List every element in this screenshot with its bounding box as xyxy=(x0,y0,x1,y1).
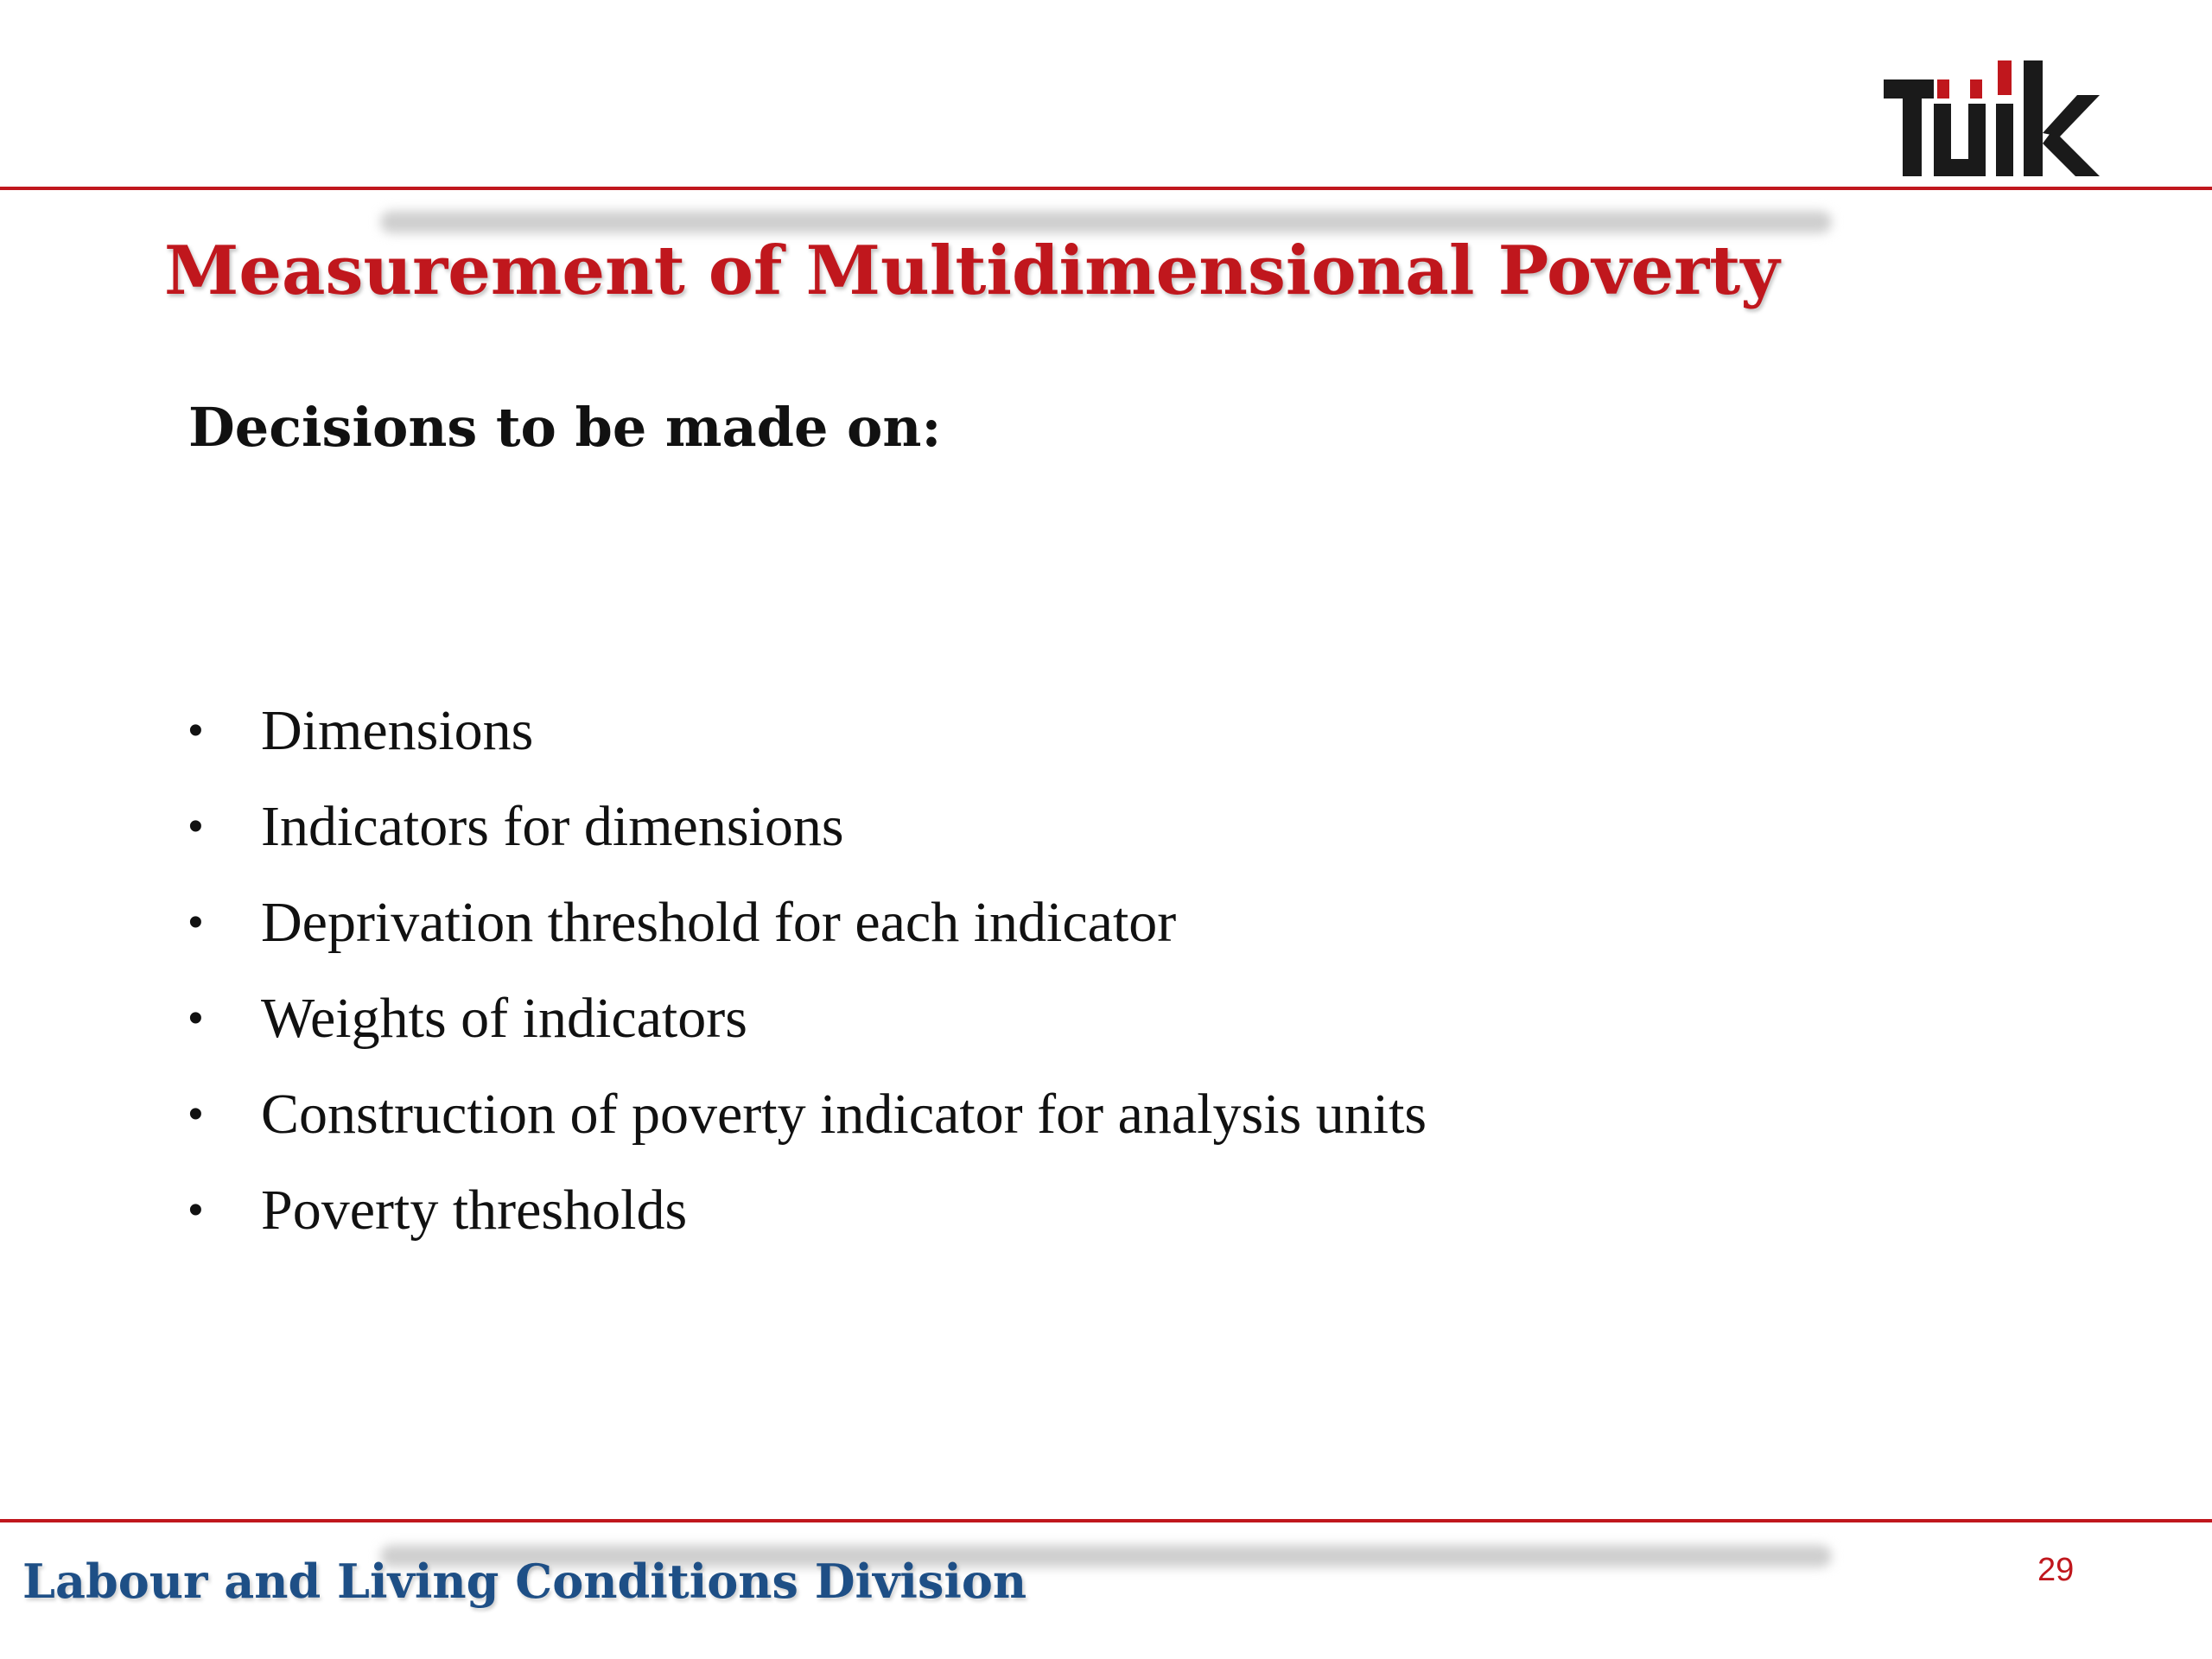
tuik-logo xyxy=(1884,60,2100,181)
slide-title: Measurement of Multidimensional Poverty xyxy=(164,232,1780,310)
header-shadow-bar xyxy=(380,211,1832,233)
bullet-text: Construction of poverty indicator for analysis units xyxy=(261,1082,1427,1146)
bullet-list xyxy=(181,683,1427,1258)
list-item xyxy=(181,970,1427,1066)
list-item xyxy=(181,874,1427,970)
bullet-icon: • xyxy=(188,899,203,945)
bullet-text: Deprivation threshold for each indicator xyxy=(261,890,1177,954)
bullet-text: Poverty thresholds xyxy=(261,1178,688,1242)
list-item xyxy=(181,1162,1427,1258)
tuik-logo-icon xyxy=(1884,60,2100,181)
page-number: 29 xyxy=(2037,1552,2075,1588)
bullet-icon: • xyxy=(188,1187,203,1233)
header-rule xyxy=(0,187,2212,190)
list-item xyxy=(181,1066,1427,1162)
bullet-icon: • xyxy=(188,995,203,1041)
bullet-text: Dimensions xyxy=(261,698,534,762)
bullet-icon: • xyxy=(188,1091,203,1137)
bullet-text: Weights of indicators xyxy=(261,986,747,1050)
slide-subtitle: Decisions to be made on: xyxy=(188,396,942,459)
footer-division: Labour and Living Conditions Division xyxy=(22,1554,1027,1609)
bullet-icon: • xyxy=(188,708,203,753)
list-item xyxy=(181,779,1427,874)
list-item xyxy=(181,683,1427,779)
bullet-icon: • xyxy=(188,804,203,849)
bullet-text: Indicators for dimensions xyxy=(261,794,844,858)
footer-rule xyxy=(0,1519,2212,1522)
